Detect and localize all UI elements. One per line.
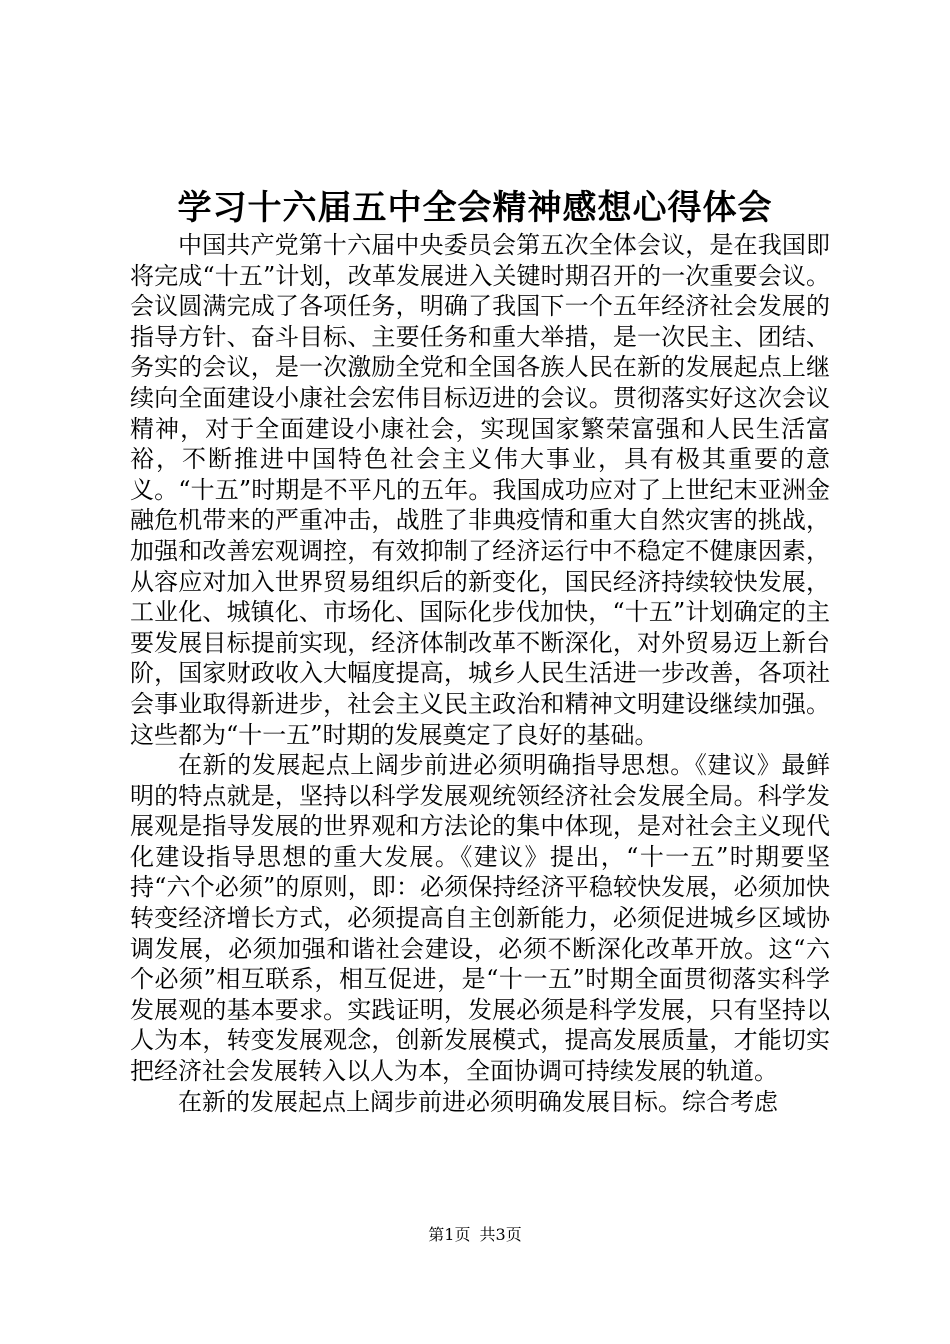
page-number: 第1页 [428,1225,471,1244]
paragraph-2: 在新的发展起点上阔步前进必须明确指导思想。《建议》最鲜明的特点就是，坚持以科学发展观统领经济社会发展全局。科学发展观是指导发展的世界观和方法论的集中体现，是对社会主义现代化建设指导思想的重大发展。《建议》提出，“十一五”时期要坚持“六个必须”的原则，即：必须保持经济平稳较快发展，必须加快转变经济增长方式，必须提高自主创新能力，必须促进城乡区域协调发展，必须加强和谐社会建设，必须不断深化改革开放。这“六个必须”相互联系，相互促进，是“十一五”时期全面贯彻落实科学发展观的基本要求。实践证明，发展必须是科学发展，只有坚持以人为本，转变发展观念，创新发展模式，提高发展质量，才能切实把经济社会发展转入以人为本，全面协调可持续发展的轨道。 [130,751,830,1086]
paragraph-1: 中国共产党第十六届中央委员会第五次全体会议，是在我国即将完成“十五”计划，改革发展进入关键时期召开的一次重要会议。会议圆满完成了各项任务，明确了我国下一个五年经济社会发展的指导方针、奋斗目标、主要任务和重大举措，是一次民主、团结、务实的会议，是一次激励全党和全国各族人民在新的发展起点上继续向全面建设小康社会宏伟目标迈进的会议。贯彻落实好这次会议精神，对于全面建设小康社会，实现国家繁荣富强和人民生活富裕，不断推进中国特色社会主义伟大事业，具有极其重要的意义。“十五”时期是不平凡的五年。我国成功应对了上世纪末亚洲金融危机带来的严重冲击，战胜了非典疫情和重大自然灾害的挑战，加强和改善宏观调控，有效抑制了经济运行中不稳定不健康因素，从容应对加入世界贸易组织后的新变化，国民经济持续较快发展，工业化、城镇化、市场化、国际化步伐加快，“十五”计划确定的主要发展目标提前实现，经济体制改革不断深化，对外贸易迈上新台阶，国家财政收入大幅度提高，城乡人民生活进一步改善，各项社会事业取得新进步，社会主义民主政治和精神文明建设继续加强。这些都为“十一五”时期的发展奠定了良好的基础。 [130,231,830,749]
page-total: 共3页 [479,1225,522,1244]
document-title: 学习十六届五中全会精神感想心得体会 [177,188,773,228]
document-body [130,230,830,1117]
page-footer [0,1224,950,1246]
paragraph-3: 在新的发展起点上阔步前进必须明确发展目标。综合考虑 [178,1087,778,1116]
